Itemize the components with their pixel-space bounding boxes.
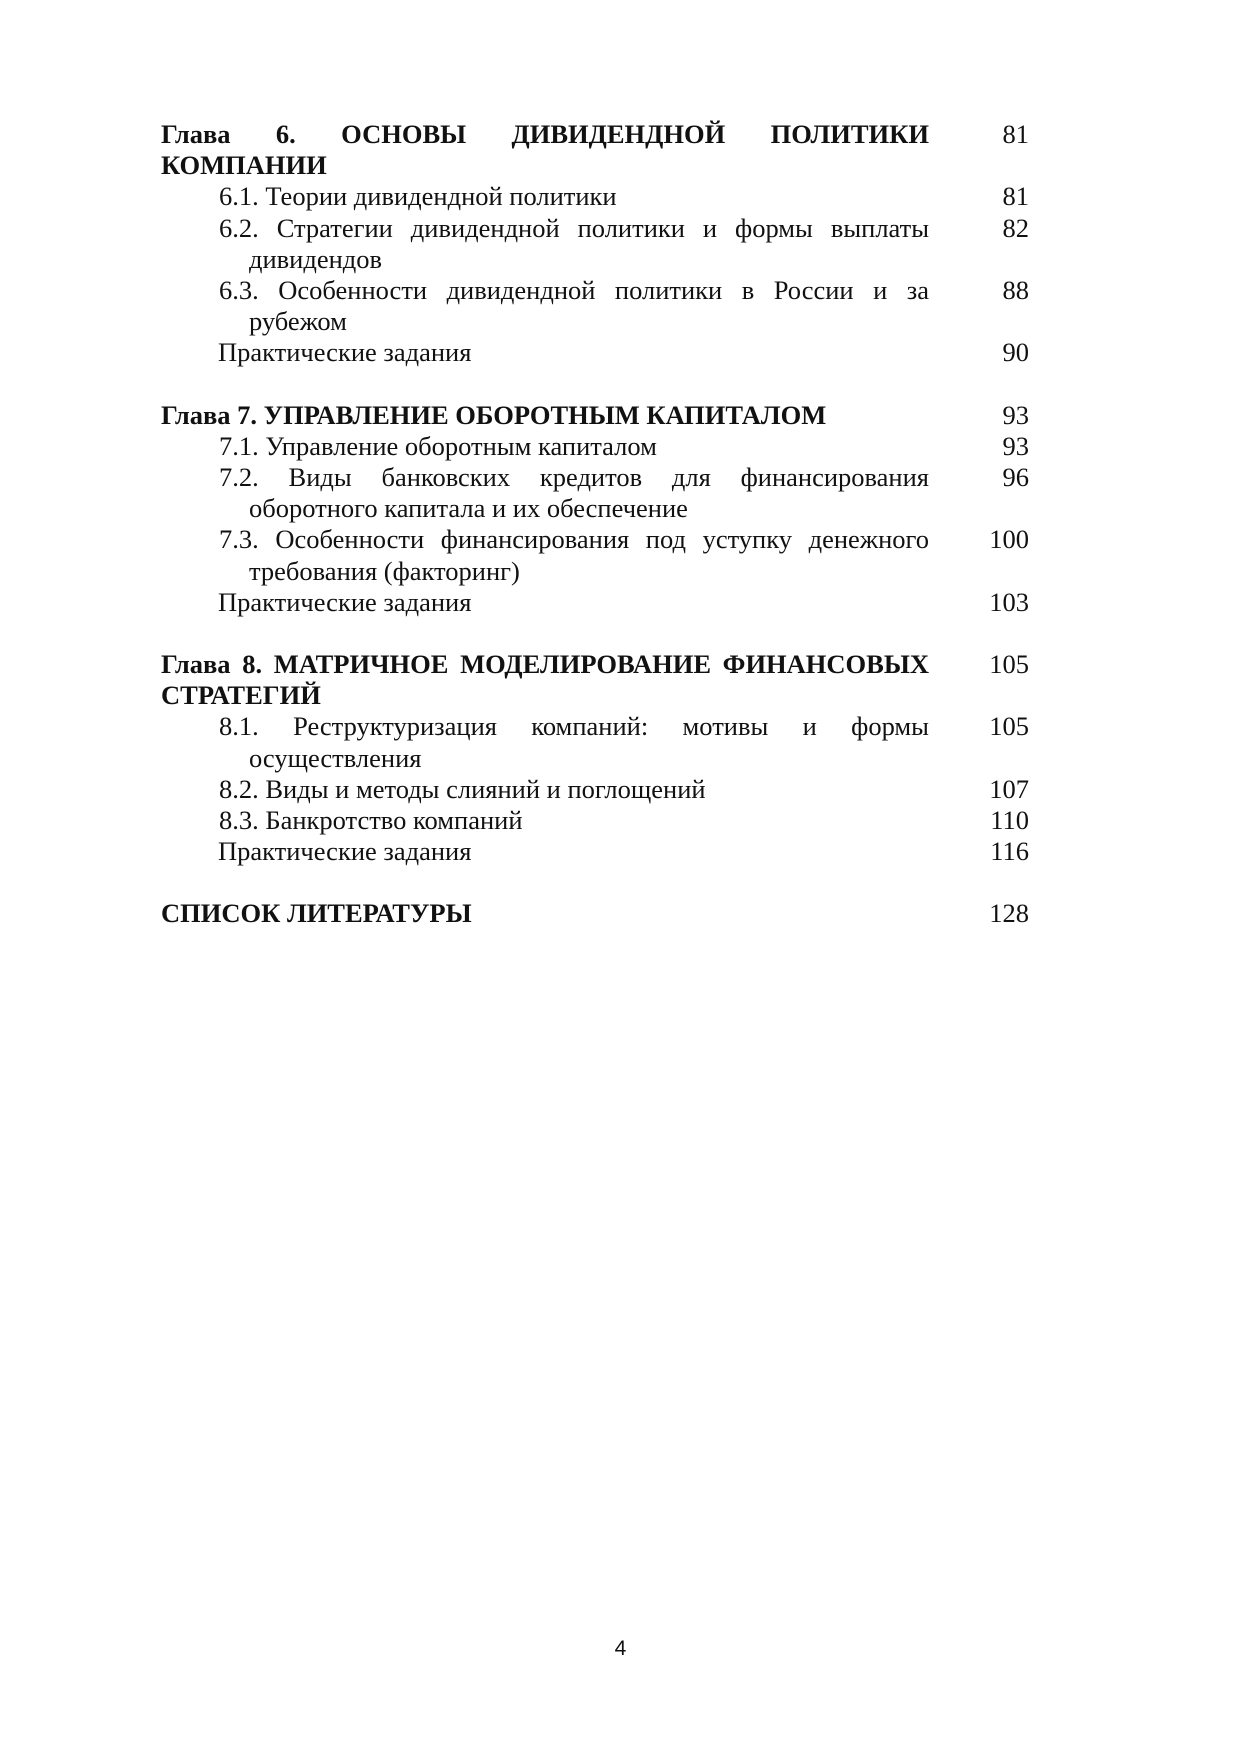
section-page-number: 100 [989,524,1029,555]
chapter-heading[interactable] [161,400,1029,431]
toc-section[interactable] [161,805,1029,836]
toc-chapter-8 [161,649,1029,867]
toc-section[interactable] [161,711,1029,773]
toc-section[interactable] [161,181,1029,212]
section-page-number: 105 [989,711,1029,742]
chapter-title: Глава 7. УПРАВЛЕНИЕ ОБОРОТНЫМ КАПИТАЛОМ [161,399,827,430]
references-page-number: 128 [989,898,1029,929]
toc-chapter-6 [161,119,1029,369]
toc-section[interactable] [161,213,1029,275]
toc-section[interactable] [161,836,1029,867]
section-page-number: 81 [1002,181,1029,212]
section-page-number: 93 [1002,430,1029,461]
section-title: 8.1. Реструктуризация компаний: мотивы и формы осуществления [219,711,929,773]
references-heading[interactable] [161,898,1029,929]
references-title: СПИСОК ЛИТЕРАТУРЫ [161,898,472,929]
table-of-contents [161,119,1029,961]
chapter-page-number: 93 [1002,399,1029,430]
section-title: 7.2. Виды банковских кредитов для финансирования оборотного капитала и их обеспечение [219,462,929,524]
chapter-page-number: 105 [989,649,1029,680]
toc-section[interactable] [161,462,1029,524]
section-page-number: 82 [1002,212,1029,243]
section-page-number: 103 [989,586,1029,617]
toc-section[interactable] [161,337,1029,368]
chapter-page-number: 81 [1002,119,1029,149]
section-page-number: 96 [1002,462,1029,493]
section-page-number: 110 [990,805,1029,836]
chapter-title: Глава 6. ОСНОВЫ ДИВИДЕНДНОЙ ПОЛИТИКИ КОМПАНИИ [161,119,929,181]
chapter-heading[interactable] [161,119,1029,181]
section-title: 6.2. Стратегии дивидендной политики и формы выплаты дивидендов [219,212,929,274]
toc-section[interactable] [161,431,1029,462]
section-title: Практические задания [218,836,472,867]
toc-section[interactable] [161,774,1029,805]
toc-references [161,898,1029,929]
chapter-heading[interactable] [161,649,1029,711]
chapter-title: Глава 8. МАТРИЧНОЕ МОДЕЛИРОВАНИЕ ФИНАНСОВЫХ СТРАТЕГИЙ [161,649,929,711]
section-title: 7.1. Управление оборотным капиталом [219,430,657,461]
section-title: Практические задания [218,586,472,617]
section-title: 8.3. Банкротство компаний [219,805,523,836]
section-page-number: 107 [989,773,1029,804]
section-title: 6.3. Особенности дивидендной политики в России и за рубежом [219,275,929,337]
section-page-number: 116 [990,836,1029,867]
section-title: 8.2. Виды и методы слияний и поглощений [219,773,706,804]
toc-section[interactable] [161,587,1029,618]
section-title: 6.1. Теории дивидендной политики [219,181,617,212]
section-title: 7.3. Особенности финансирования под уступку денежного требования (факторинг) [219,524,929,586]
section-page-number: 90 [1002,337,1029,368]
page-number: 4 [614,1637,627,1660]
toc-section[interactable] [161,524,1029,586]
toc-chapter-7 [161,400,1029,618]
toc-section[interactable] [161,275,1029,337]
section-title: Практические задания [218,337,472,368]
section-page-number: 88 [1002,275,1029,306]
